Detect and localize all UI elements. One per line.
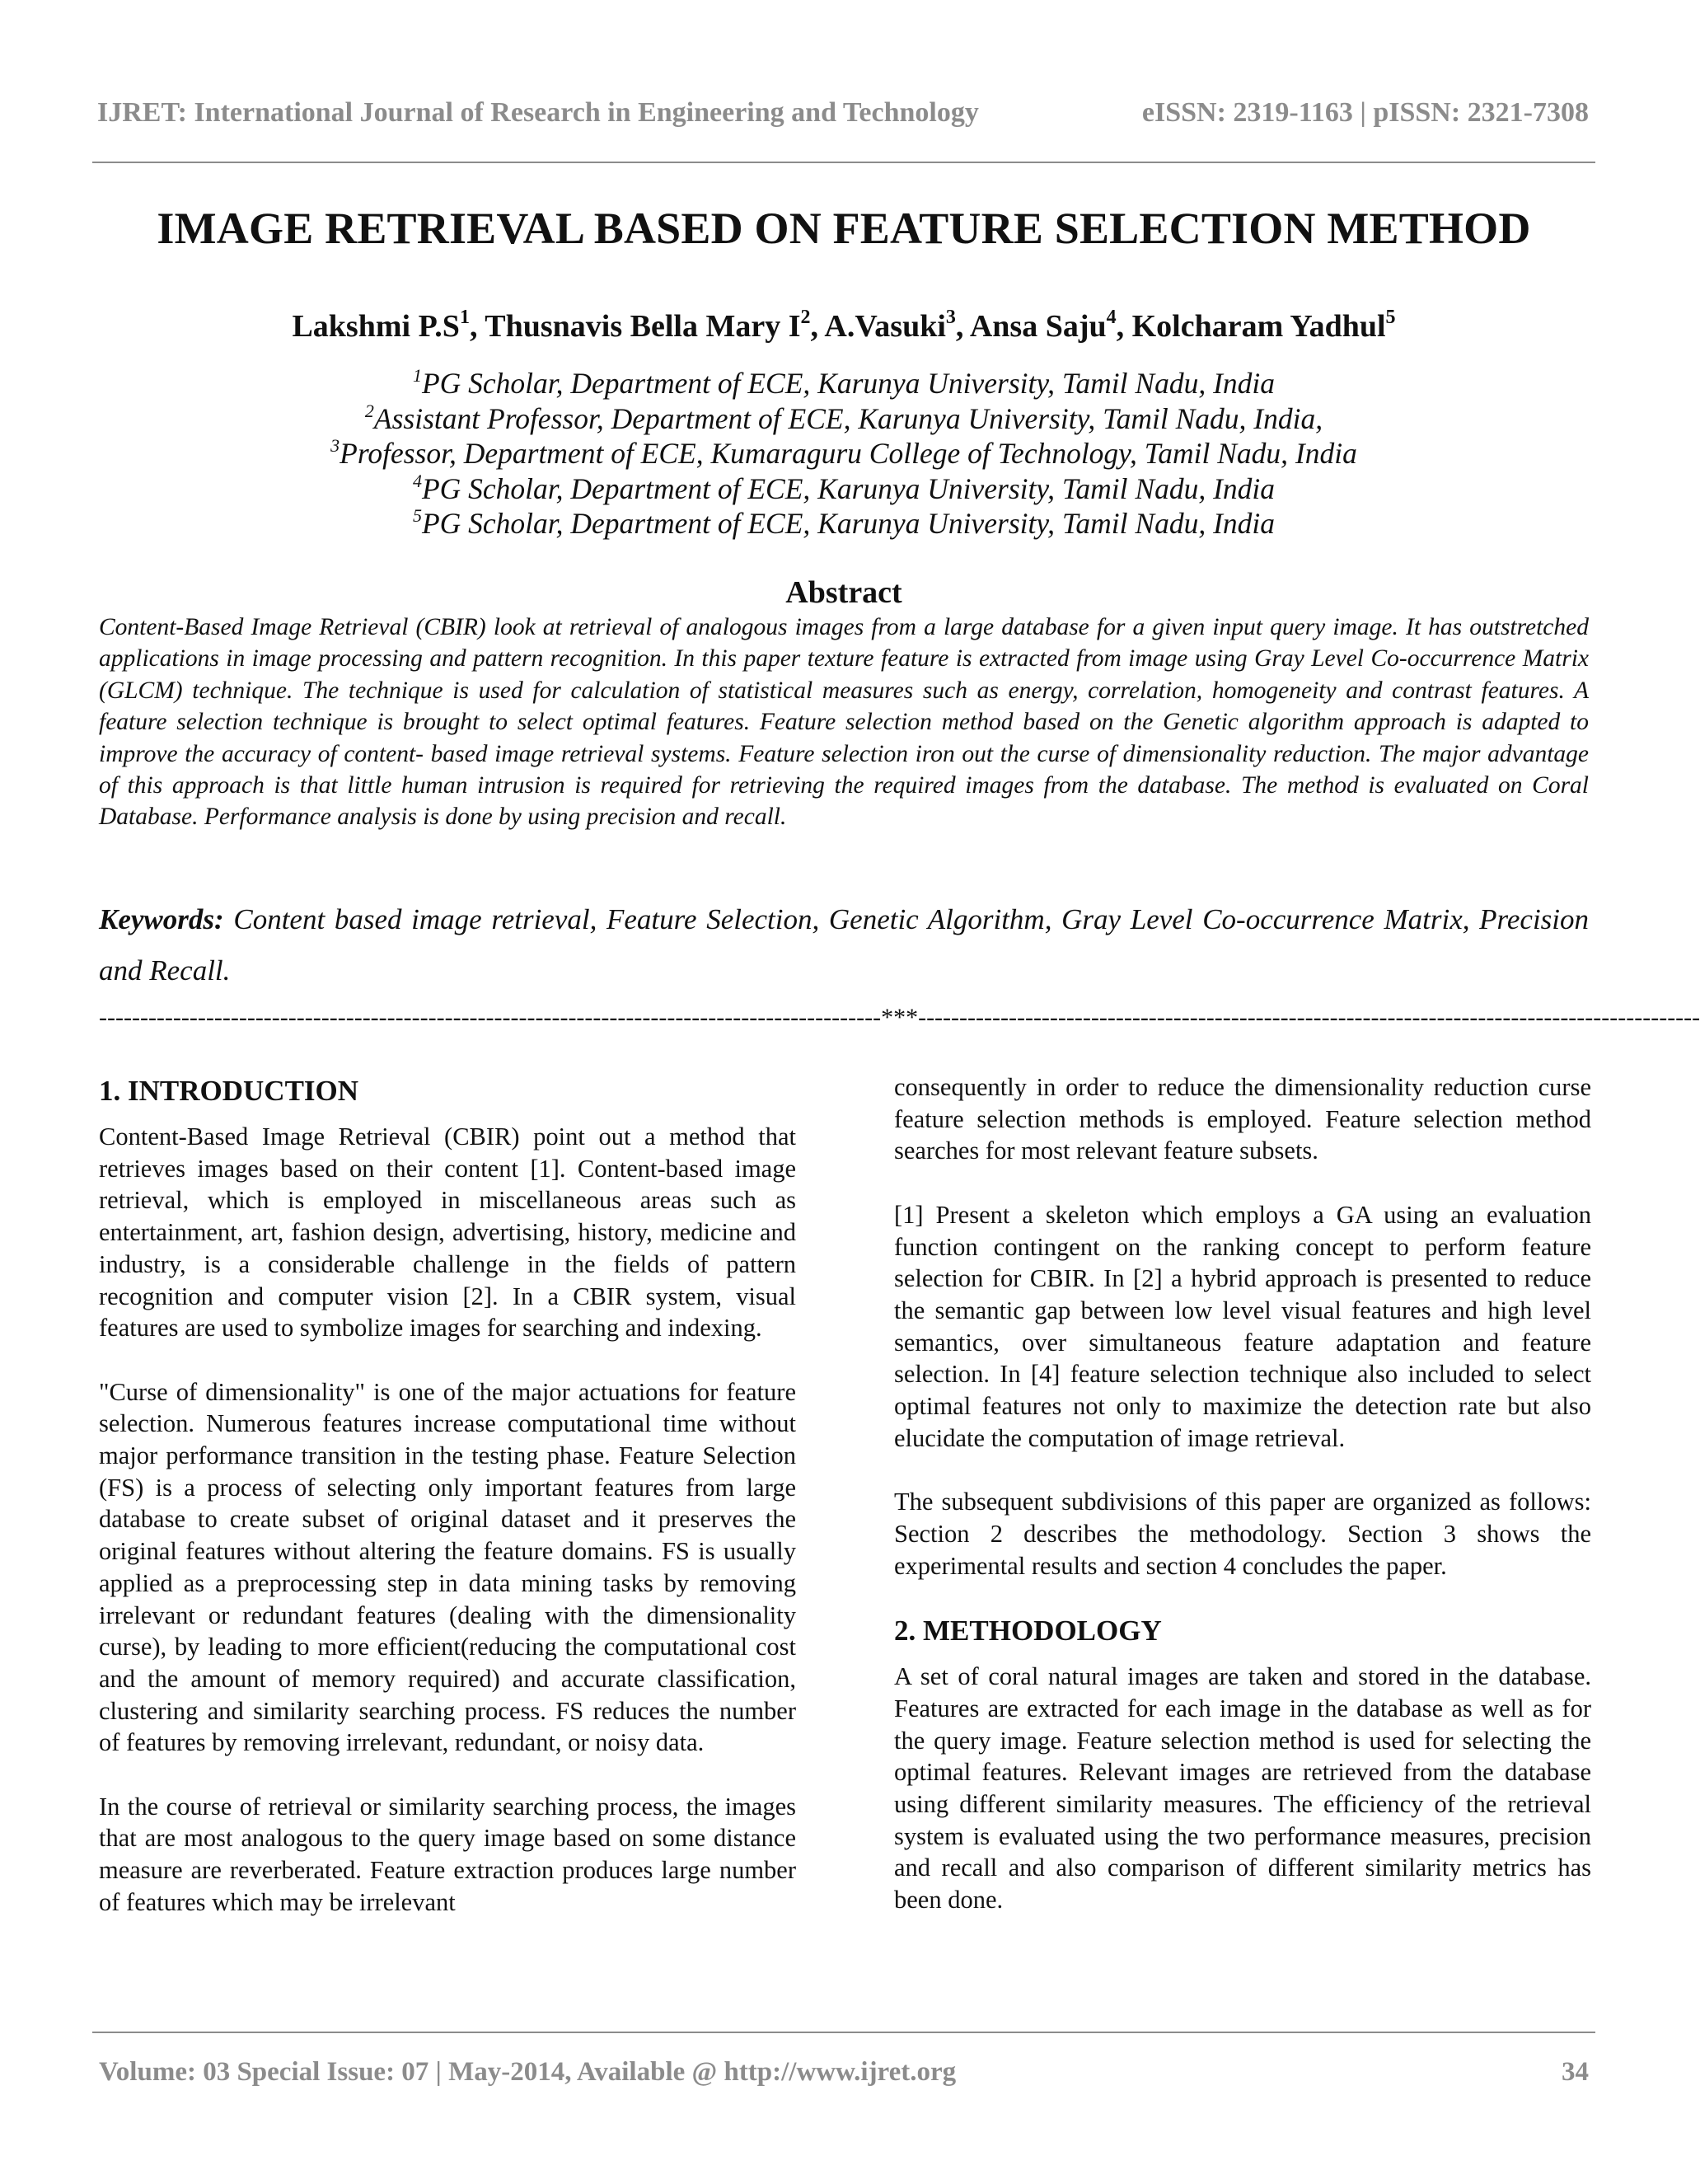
keywords-text: Content based image retrieval, Feature Selection, Genetic Algorithm, Gray Level Co-occurrence Matrix, Precision and Recall.	[99, 903, 1590, 987]
section-heading-introduction: 1. INTRODUCTION	[99, 1075, 359, 1107]
affiliation-text: PG Scholar, Department of ECE, Karunya University, Tamil Nadu, India	[421, 507, 1276, 540]
affiliation-text: PG Scholar, Department of ECE, Karunya University, Tamil Nadu, India	[421, 367, 1276, 400]
affiliation-line	[0, 471, 1688, 507]
left-column	[99, 1071, 796, 1919]
body-paragraph: A set of coral natural images are taken and stored in the database. Features are extracted for each image in the database as well as for the query image. Feature selection method is used for selecting the optimal features. Relevant images are retrieved from the database using different similarity measures. The efficiency of the retrieval system is evaluated using the two performance measures, precision and recall and also comparison of different similarity metrics has been done.	[894, 1662, 1591, 1915]
affiliation-text: Assistant Professor, Department of ECE, Karunya University, Tamil Nadu, India,	[373, 401, 1323, 435]
body-paragraph: The subsequent subdivisions of this paper are organized as follows: Section 2 describes the methodology. Section 3 shows the experimental results and section 4 concludes the paper.	[894, 1488, 1591, 1580]
journal-name: IJRET: International Journal of Research in Engineering and Technology	[97, 97, 979, 128]
section-heading-methodology: 2. METHODOLOGY	[894, 1615, 1162, 1647]
paper-title: IMAGE RETRIEVAL BASED ON FEATURE SELECTION METHOD	[157, 204, 1531, 253]
author-sup: 1	[459, 307, 470, 328]
author-name: A.Vasuki	[824, 309, 946, 344]
author-list	[0, 308, 1688, 344]
affiliation-list	[0, 366, 1688, 541]
header-rule	[92, 162, 1595, 163]
running-footer	[99, 2057, 1589, 2095]
affiliation-sup: 1	[412, 365, 422, 386]
affiliation-text: PG Scholar, Department of ECE, Karunya University, Tamil Nadu, India	[421, 471, 1276, 505]
affiliation-sup: 3	[330, 435, 340, 456]
author-sup: 5	[1385, 307, 1396, 328]
page-number: 34	[1562, 2057, 1589, 2087]
affiliation-sup: 5	[412, 505, 422, 526]
body-paragraph: Content-Based Image Retrieval (CBIR) point out a method that retrieves images based on their content [1]. Content-based image retrieval, which is employed in miscellaneous areas such as entertainment, art, fashion design, advertising, history, medicine and industry, is a considerable challenge in the fields of pattern recognition and computer vision [2]. In a CBIR system, visual features are used to symbolize images for searching and indexing.	[99, 1122, 796, 1343]
author-sep: ,	[810, 309, 825, 344]
author-name: Lakshmi P.S	[292, 309, 460, 344]
author-sep: ,	[1116, 309, 1132, 344]
abstract-text: Content-Based Image Retrieval (CBIR) look at retrieval of analogous images from a large database for a given input query image. It has outstretched applications in image processing and pattern recognition. In this paper texture feature is extracted from image using Gray Level Co-occurrence Matrix (GLCM) technique. The technique is used for calculation of statistical measures such as energy, correlation, homogeneity and contrast features. A feature selection technique is brought to select optimal features. Feature selection method based on the Genetic algorithm approach is adapted to improve the accuracy of content- based image retrieval systems. Feature selection iron out the curse of dimensionality reduction. The major advantage of this approach is that little human intrusion is required for retrieving the required images from the database. The method is evaluated on Coral Database. Performance analysis is done by using precision and recall.	[99, 614, 1589, 831]
author-name: Thusnavis Bella Mary I	[485, 309, 801, 344]
author-sep: ,	[955, 309, 970, 344]
author-name: Ansa Saju	[969, 309, 1107, 344]
separator-mark: ***	[881, 1004, 919, 1031]
section-separator	[99, 1001, 1700, 1034]
keywords-label: Keywords:	[99, 903, 224, 935]
footer-rule	[92, 2032, 1595, 2033]
author-sup: 2	[800, 307, 811, 328]
affiliation-line	[0, 506, 1688, 541]
affiliation-sup: 4	[412, 470, 422, 491]
author-sep: ,	[469, 309, 485, 344]
abstract-heading: Abstract	[785, 575, 902, 610]
affiliation-line	[0, 401, 1688, 437]
author-name: Kolcharam Yadhul	[1131, 309, 1386, 344]
affiliation-text: Professor, Department of ECE, Kumaraguru College of Technology, Tamil Nadu, India	[340, 437, 1357, 470]
author-sup: 4	[1106, 307, 1117, 328]
body-paragraph: consequently in order to reduce the dimensionality reduction curse feature selection methods is employed. Feature selection method searches for most relevant feature subsets.	[894, 1073, 1591, 1165]
section-gap	[894, 1582, 1591, 1593]
author-sup: 3	[945, 307, 956, 328]
keywords	[99, 894, 1589, 996]
volume-info: Volume: 03 Special Issue: 07 | May-2014, Available @ http://www.ijret.org	[99, 2057, 957, 2087]
issn-info: eISSN: 2319-1163 | pISSN: 2321-7308	[1141, 97, 1589, 128]
affiliation-line	[0, 366, 1688, 401]
affiliation-sup: 2	[364, 400, 374, 421]
separator-dashes: -----------------------------------------------------------------------------------------------	[99, 1004, 882, 1031]
running-header	[97, 97, 1589, 135]
body-paragraph: "Curse of dimensionality" is one of the major actuations for feature selection. Numerous features increase computational time without major performance transition in the testing phase. Feature Selection (FS) is a process of selecting only important features from large database to create subset of original dataset and it preserves the original features without altering the feature domains. FS is usually applied as a preprocessing step in data mining tasks by removing irrelevant or redundant features (dealing with the dimensionality curse), by leading to more efficient(reducing the computational cost and the amount of memory required) and accurate classification, clustering and similarity searching process. FS reduces the number of features by removing irrelevant, redundant, or noisy data.	[99, 1377, 796, 1757]
body-paragraph: In the course of retrieval or similarity searching process, the images that are most analogous to the query image based on some distance measure are reverberated. Feature extraction produces large number of features which may be irrelevant	[99, 1792, 796, 1916]
body-paragraph: [1] Present a skeleton which employs a GA using an evaluation function contingent on the ranking concept to perform feature selection for CBIR. In [2] a hybrid approach is presented to reduce the semantic gap between low level visual features and high level semantics, over simultaneous feature adaptation and feature selection. In [4] feature selection technique also included to select optimal features not only to maximize the detection rate but also elucidate the computation of image retrieval.	[894, 1200, 1591, 1452]
affiliation-line	[0, 436, 1688, 471]
right-column	[894, 1071, 1591, 1916]
separator-dashes: -----------------------------------------------------------------------------------------------	[918, 1004, 1700, 1031]
